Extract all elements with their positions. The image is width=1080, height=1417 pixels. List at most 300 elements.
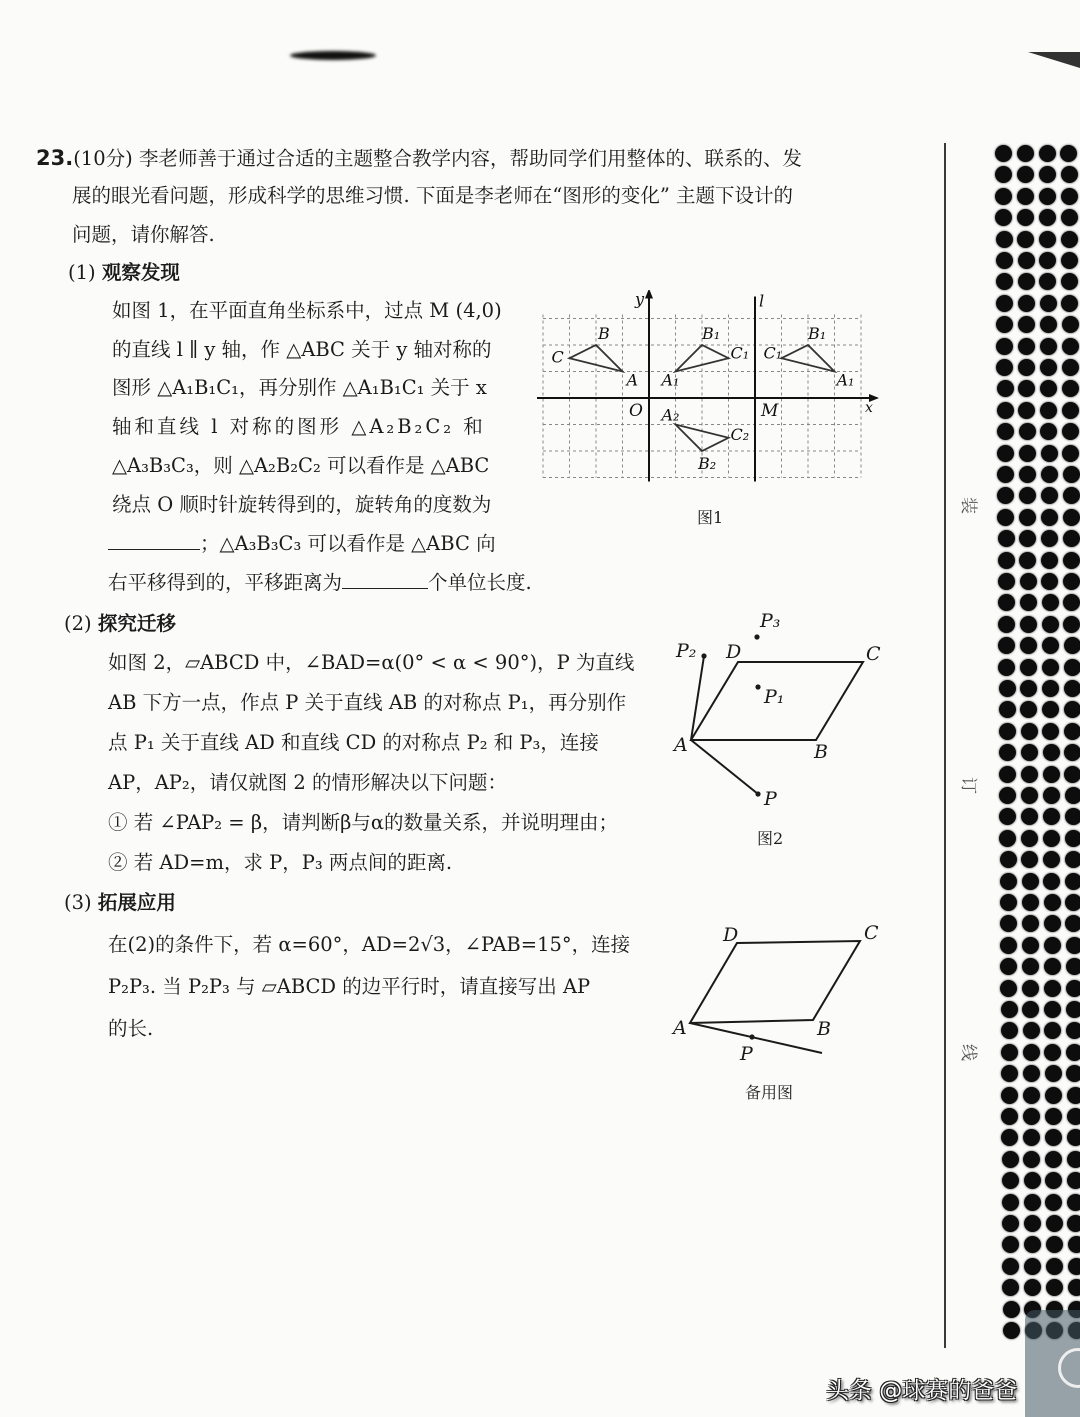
- binding-hole-dot: [1002, 1194, 1019, 1211]
- binding-hole-dot: [1024, 1215, 1041, 1232]
- binding-hole-dot: [1000, 958, 1017, 975]
- binding-hole-dot: [1065, 787, 1080, 804]
- binding-hole-dot: [1021, 766, 1038, 783]
- binding-hole-dot: [1043, 851, 1060, 868]
- binding-hole-dot: [1043, 873, 1060, 890]
- binding-hole-dot: [1062, 402, 1079, 419]
- part2-line: 点 P₁ 关于直线 AD 和直线 CD 的对称点 P₂ 和 P₃，连接: [108, 731, 599, 754]
- part3-heading: [64, 890, 176, 916]
- binding-hole-dot: [998, 552, 1015, 569]
- binding-hole-dot: [1046, 1279, 1063, 1296]
- binding-hole-dot: [1041, 466, 1058, 483]
- margin-label-ding: 订: [961, 773, 978, 793]
- segment-ap: [691, 740, 758, 794]
- intro-text-1: 李老师善于通过合适的主题整合教学内容，帮助同学们用整体的、联系的、发: [138, 147, 802, 170]
- binding-hole-dot: [1046, 1258, 1063, 1275]
- binding-hole-dot: [1039, 209, 1056, 226]
- binding-hole-dot: [998, 616, 1015, 633]
- binding-hole-dot: [1019, 487, 1036, 504]
- binding-hole-dot: [1024, 1279, 1041, 1296]
- binding-hole-dot: [1018, 359, 1035, 376]
- binding-hole-dot: [1068, 1279, 1080, 1296]
- binding-hole-dot: [998, 573, 1015, 590]
- ray-ap: [690, 1023, 822, 1053]
- binding-hole-dot: [1042, 680, 1059, 697]
- part1-line: 绕点 O 顺时针旋转得到的，旋转角的度数为: [112, 493, 492, 516]
- binding-hole-dot: [1044, 1001, 1061, 1018]
- binding-hole-dot: [1063, 616, 1080, 633]
- binding-hole-dot: [1040, 402, 1057, 419]
- part1-title: 观察发现: [101, 261, 180, 284]
- binding-hole-dot: [1067, 1215, 1080, 1232]
- binding-hole-dot: [1061, 209, 1078, 226]
- margin-label-zhuang: 装: [961, 493, 978, 513]
- binding-hole-dot: [1045, 1065, 1062, 1082]
- binding-hole-dot: [1044, 980, 1061, 997]
- binding-hole-dot: [1021, 787, 1038, 804]
- part2-heading: [64, 611, 176, 637]
- binding-hole-dot: [1041, 573, 1058, 590]
- binding-hole-dot: [1045, 1087, 1062, 1104]
- binding-hole-dot: [999, 787, 1016, 804]
- binding-hole-dot: [1024, 1172, 1041, 1189]
- binding-hole-dot: [1022, 1001, 1039, 1018]
- binding-hole-dot: [999, 723, 1016, 740]
- binding-hole-dot: [1022, 915, 1039, 932]
- binding-hole-dot: [1001, 1022, 1018, 1039]
- binding-hole-dot: [1020, 594, 1037, 611]
- binding-hole-dot: [1001, 1129, 1018, 1146]
- binding-hole-dot: [1065, 851, 1080, 868]
- binding-hole-dot: [1042, 701, 1059, 718]
- binding-hole-dot: [996, 252, 1013, 269]
- label-c: C: [864, 922, 879, 944]
- binding-hole-dot: [1020, 659, 1037, 676]
- part1-line-blank-1: [108, 531, 496, 557]
- binding-hole-dot: [1040, 316, 1057, 333]
- binding-hole-dot: [1020, 701, 1037, 718]
- binding-hole-dot: [1019, 423, 1036, 440]
- binding-hole-dot: [1045, 1151, 1062, 1168]
- svg-text:A₂: A₂: [661, 405, 680, 425]
- binding-hole-dot: [1041, 509, 1058, 526]
- binding-hole-dot: [1046, 1215, 1063, 1232]
- binding-hole-dot: [1023, 1129, 1040, 1146]
- part1-line: 轴和直线 l 对称的图形 △A₂B₂C₂ 和: [112, 415, 486, 438]
- binding-hole-dot: [1043, 766, 1060, 783]
- binding-hole-dot: [996, 231, 1013, 248]
- binding-hole-dot: [1061, 252, 1078, 269]
- binding-hole-dot: [1022, 873, 1039, 890]
- binding-hole-dot: [1044, 958, 1061, 975]
- question-intro-line-2: 展的眼光看问题，形成科学的思维习惯. 下面是李老师在“图形的变化” 主题下设计的: [72, 184, 794, 207]
- scan-smudge: [290, 51, 376, 60]
- binding-hole-dot: [1064, 723, 1080, 740]
- part3-title: 拓展应用: [97, 891, 176, 914]
- part1-line: 如图 1，在平面直角坐标系中，过点 M (4,0): [112, 299, 502, 322]
- binding-hole-dot: [999, 766, 1016, 783]
- binding-hole-dot: [996, 295, 1013, 312]
- binding-hole-dot: [1019, 509, 1036, 526]
- part3-line: 的长.: [108, 1017, 154, 1040]
- binding-hole-dot: [1042, 659, 1059, 676]
- part1-text: 右平移得到的，平移距离为: [108, 571, 343, 594]
- binding-hole-dot: [1040, 338, 1057, 355]
- binding-hole-dot: [1064, 637, 1080, 654]
- binding-hole-dot: [1020, 573, 1037, 590]
- label-a: A: [674, 734, 688, 756]
- binding-hole-dot: [1063, 573, 1080, 590]
- svg-text:y: y: [635, 290, 645, 309]
- binding-hole-dot: [1044, 915, 1061, 932]
- binding-hole-dot: [1065, 894, 1080, 911]
- binding-hole-dot: [1067, 1129, 1080, 1146]
- binding-hole-dot: [1063, 466, 1080, 483]
- binding-hole-dot: [1061, 231, 1078, 248]
- label-b: B: [817, 1018, 831, 1040]
- binding-hole-dot: [1061, 188, 1078, 205]
- binding-hole-dot: [1003, 1322, 1020, 1339]
- svg-text:A₁: A₁: [836, 370, 855, 390]
- binding-hole-dot: [1017, 188, 1034, 205]
- parallelogram-abcd: [690, 941, 860, 1023]
- binding-hole-dot: [1043, 830, 1060, 847]
- binding-hole-dot: [1042, 594, 1059, 611]
- binding-hole-dot: [997, 402, 1014, 419]
- svg-text:B₁: B₁: [702, 324, 721, 343]
- question-intro-line-3: 问题，请你解答.: [72, 223, 215, 246]
- figure-2-caption: 图2: [757, 829, 784, 848]
- figure-1-coordinate-plane: [530, 290, 890, 490]
- figure-backup-parallelogram: [660, 915, 900, 1075]
- binding-hole-dot: [1040, 423, 1057, 440]
- answer-blank-translation-distance[interactable]: [342, 570, 428, 589]
- binding-hole-dot: [1045, 1172, 1062, 1189]
- part2-title: 探究迁移: [97, 612, 176, 635]
- binding-hole-dot: [1018, 252, 1035, 269]
- binding-hole-dot: [995, 209, 1012, 226]
- binding-hole-dot: [1000, 851, 1017, 868]
- binding-hole-dot: [1017, 145, 1034, 162]
- binding-hole-dot: [998, 659, 1015, 676]
- svg-text:B: B: [598, 324, 610, 343]
- binding-hole-dot: [998, 637, 1015, 654]
- binding-hole-dot: [999, 808, 1016, 825]
- binding-hole-dot: [1068, 1236, 1080, 1253]
- part2-line: AB 下方一点，作点 P 关于直线 AB 的对称点 P₁，再分别作: [108, 691, 627, 714]
- binding-hole-dot: [1042, 616, 1059, 633]
- binding-hole-dot: [1062, 316, 1079, 333]
- binding-hole-dot: [1064, 766, 1080, 783]
- binding-hole-dot: [1068, 1258, 1080, 1275]
- binding-hole-dot: [1039, 145, 1056, 162]
- binding-hole-dot: [1001, 1001, 1018, 1018]
- binding-hole-dot: [1041, 487, 1058, 504]
- binding-hole-dot: [997, 423, 1014, 440]
- svg-text:B₁: B₁: [808, 324, 827, 343]
- part2-label: (2): [64, 612, 92, 635]
- binding-hole-dot: [1019, 530, 1036, 547]
- binding-hole-dot: [1000, 873, 1017, 890]
- binding-hole-dot: [1002, 1236, 1019, 1253]
- binding-hole-dot: [1024, 1194, 1041, 1211]
- binding-hole-dot: [997, 466, 1014, 483]
- binding-hole-dot: [1045, 1129, 1062, 1146]
- binding-hole-dot: [1066, 958, 1080, 975]
- binding-hole-dot: [1020, 616, 1037, 633]
- binding-hole-dot: [1065, 873, 1080, 890]
- svg-text:C₁: C₁: [730, 343, 750, 363]
- binding-hole-dot: [996, 359, 1013, 376]
- binding-hole-dot: [1022, 894, 1039, 911]
- binding-hole-dot: [1066, 1044, 1080, 1061]
- label-p1: P₁: [764, 686, 785, 708]
- svg-text:C: C: [551, 347, 564, 367]
- binding-hole-dot: [999, 701, 1016, 718]
- binding-hole-dot: [1039, 273, 1056, 290]
- binding-hole-dot: [1039, 188, 1056, 205]
- binding-hole-dot: [1040, 380, 1057, 397]
- binding-hole-dot: [1060, 145, 1077, 162]
- binding-hole-dot: [1022, 958, 1039, 975]
- label-p3: P₃: [760, 610, 781, 632]
- binding-hole-dot: [1066, 980, 1080, 997]
- binding-hole-dot: [999, 680, 1016, 697]
- part1-line-blank-2: [108, 570, 532, 596]
- binding-hole-dot: [1002, 1172, 1019, 1189]
- binding-hole-dot: [1046, 1236, 1063, 1253]
- label-p: P: [764, 788, 777, 810]
- binding-hole-dot: [1041, 552, 1058, 569]
- binding-hole-dot: [1023, 1044, 1040, 1061]
- binding-hole-dot: [997, 509, 1014, 526]
- binding-hole-dot: [998, 530, 1015, 547]
- binding-hole-dot: [1044, 1022, 1061, 1039]
- binding-hole-dot: [1023, 1087, 1040, 1104]
- binding-hole-dot: [1003, 1301, 1020, 1318]
- binding-hole-dot: [1023, 1151, 1040, 1168]
- svg-text:B₂: B₂: [698, 454, 717, 473]
- binding-hole-dot: [1041, 445, 1058, 462]
- binding-hole-dot: [1062, 359, 1079, 376]
- binding-hole-dot: [1041, 530, 1058, 547]
- binding-hole-dot: [1065, 830, 1080, 847]
- binding-hole-dot: [1066, 1022, 1080, 1039]
- binding-hole-dot: [997, 487, 1014, 504]
- binding-hole-dot: [1018, 273, 1035, 290]
- binding-hole-dot: [1042, 723, 1059, 740]
- binding-hole-dot: [1019, 445, 1036, 462]
- binding-hole-dot: [1044, 894, 1061, 911]
- question-number: 23.: [36, 146, 74, 170]
- svg-text:l: l: [759, 291, 765, 311]
- binding-hole-dot: [1067, 1172, 1080, 1189]
- binding-hole-dot: [1019, 552, 1036, 569]
- binding-hole-dot: [1018, 295, 1035, 312]
- binding-hole-dot: [1002, 1151, 1019, 1168]
- binding-hole-dot: [1042, 637, 1059, 654]
- svg-text:M: M: [761, 401, 779, 421]
- figure-1-caption: 图1: [697, 508, 724, 527]
- binding-hole-dot: [1064, 744, 1080, 761]
- label-b: B: [814, 741, 828, 763]
- part3-line: P₂P₃. 当 P₂P₃ 与 ▱ABCD 的边平行时，请直接写出 AP: [108, 975, 591, 998]
- binding-hole-dot: [1043, 787, 1060, 804]
- part1-text: ；△A₃B₃C₃ 可以看作是 △ABC 向: [200, 532, 496, 555]
- binding-hole-dot: [1067, 1087, 1080, 1104]
- binding-hole-dot: [1002, 1215, 1019, 1232]
- label-c: C: [866, 643, 881, 665]
- question-intro-line-1: [36, 145, 802, 172]
- binding-hole-dot: [1002, 1258, 1019, 1275]
- part2-subquestion-2: ② 若 AD=m，求 P，P₃ 两点间的距离.: [108, 851, 453, 874]
- binding-hole-dot: [1063, 552, 1080, 569]
- label-a: A: [673, 1017, 687, 1039]
- binding-hole-dot: [1018, 380, 1035, 397]
- binding-hole-dot: [997, 380, 1014, 397]
- svg-text:A: A: [626, 370, 639, 390]
- binding-hole-dot: [995, 188, 1012, 205]
- binding-hole-dot: [1062, 380, 1079, 397]
- binding-hole-dot: [1000, 915, 1017, 932]
- binding-hole-dot: [1022, 937, 1039, 954]
- binding-hole-dot: [1022, 980, 1039, 997]
- binding-hole-dot: [999, 744, 1016, 761]
- svg-text:A₁: A₁: [661, 370, 680, 390]
- binding-hole-dot: [1001, 1065, 1018, 1082]
- binding-hole-dot: [998, 594, 1015, 611]
- binding-hole-dot: [1001, 1044, 1018, 1061]
- binding-hole-dot: [1017, 209, 1034, 226]
- binding-hole-dot: [1020, 637, 1037, 654]
- binding-hole-dot: [1021, 830, 1038, 847]
- binding-hole-dot: [1019, 466, 1036, 483]
- binding-hole-dot: [1000, 980, 1017, 997]
- binding-hole-dot: [1066, 1065, 1080, 1082]
- binding-hole-dot: [1040, 295, 1057, 312]
- watermark-text: 头条 @球赛的爸爸: [826, 1378, 1018, 1404]
- binding-hole-dot: [1043, 744, 1060, 761]
- binding-hole-dot: [1018, 402, 1035, 419]
- binding-hole-dot: [1002, 1279, 1019, 1296]
- part3-label: (3): [64, 891, 92, 914]
- binding-hole-dot: [1044, 1044, 1061, 1061]
- binding-hole-dot: [1001, 1108, 1018, 1125]
- binding-hole-dot: [1062, 445, 1079, 462]
- binding-hole-dot: [1039, 166, 1056, 183]
- label-p: P: [740, 1043, 753, 1065]
- part1-line: 的直线 l ∥ y 轴，作 △ABC 关于 y 轴对称的: [112, 338, 492, 361]
- binding-hole-dot: [1066, 937, 1080, 954]
- answer-blank-rotation-angle[interactable]: [108, 531, 200, 550]
- part1-line: △A₃B₃C₃，则 △A₂B₂C₂ 可以看作是 △ABC: [112, 454, 490, 477]
- binding-hole-dot: [1062, 423, 1079, 440]
- binding-hole-dot: [1023, 1022, 1040, 1039]
- binding-hole-dot: [1062, 338, 1079, 355]
- scan-corner-shadow: [1028, 52, 1080, 68]
- binding-hole-dot: [1018, 316, 1035, 333]
- binding-hole-dot: [1018, 338, 1035, 355]
- binding-hole-dot: [1063, 487, 1080, 504]
- binding-hole-dot: [1061, 166, 1078, 183]
- part1-line: 图形 △A₁B₁C₁，再分别作 △A₁B₁C₁ 关于 x: [112, 376, 487, 399]
- binding-hole-dot: [1063, 530, 1080, 547]
- binding-hole-dot: [1043, 808, 1060, 825]
- binding-hole-dot: [1039, 231, 1056, 248]
- binding-hole-dot: [1045, 1194, 1062, 1211]
- binding-hole-dot: [996, 273, 1013, 290]
- binding-hole-dot: [1067, 1194, 1080, 1211]
- binding-hole-dot: [1021, 851, 1038, 868]
- binding-hole-dot: [999, 830, 1016, 847]
- binding-hole-dot: [996, 338, 1013, 355]
- binding-hole-dot: [1067, 1108, 1080, 1125]
- binding-hole-dot: [1061, 295, 1078, 312]
- part1-label: (1): [68, 261, 96, 284]
- part1-heading: [68, 260, 180, 286]
- binding-hole-dot: [1067, 1151, 1080, 1168]
- figure-backup-caption: 备用图: [745, 1083, 794, 1102]
- binding-hole-dot: [1001, 1087, 1018, 1104]
- binding-margin-line: [944, 143, 946, 1348]
- binding-hole-dot: [995, 145, 1012, 162]
- binding-hole-dot: [1061, 273, 1078, 290]
- binding-hole-dot: [997, 445, 1014, 462]
- binding-hole-dot: [1024, 1236, 1041, 1253]
- label-d: D: [723, 924, 739, 946]
- svg-text:C₁: C₁: [763, 343, 783, 363]
- binding-hole-dot: [1021, 723, 1038, 740]
- question-score: (10分): [73, 147, 133, 170]
- label-p2: P₂: [676, 640, 697, 662]
- binding-hole-dot: [1044, 937, 1061, 954]
- svg-text:x: x: [865, 400, 873, 416]
- binding-hole-dot: [1020, 680, 1037, 697]
- binding-hole-dot: [1063, 594, 1080, 611]
- part2-line: 如图 2，▱ABCD 中，∠BAD=α(0° < α < 90°)，P 为直线: [108, 651, 635, 674]
- part2-subquestion-1: ① 若 ∠PAP₂ = β，请判断β与α的数量关系，并说明理由；: [108, 811, 619, 834]
- binding-hole-dot: [1021, 744, 1038, 761]
- figure-2-parallelogram: [660, 605, 900, 815]
- binding-hole-dot: [1000, 937, 1017, 954]
- part3-line: 在(2)的条件下，若 α=60°，AD=2√3，∠PAB=15°，连接: [108, 933, 631, 956]
- binding-hole-dot: [1065, 808, 1080, 825]
- label-d: D: [726, 641, 742, 663]
- part2-line: AP，AP₂，请仅就图 2 的情形解决以下问题：: [108, 771, 508, 794]
- binding-hole-dot: [1000, 894, 1017, 911]
- binding-hole-dot: [1023, 1065, 1040, 1082]
- binding-hole-dot: [1017, 231, 1034, 248]
- binding-hole-dot: [1063, 509, 1080, 526]
- binding-hole-dot: [1039, 252, 1056, 269]
- svg-text:O: O: [629, 401, 643, 421]
- binding-hole-dot: [1040, 359, 1057, 376]
- binding-hole-dot: [1065, 915, 1080, 932]
- binding-hole-dot: [1021, 808, 1038, 825]
- part1-text: 个单位长度.: [428, 571, 532, 594]
- binding-hole-dot: [1024, 1258, 1041, 1275]
- binding-hole-dot: [1064, 680, 1080, 697]
- svg-text:C₂: C₂: [730, 424, 750, 444]
- binding-hole-dot: [1064, 659, 1080, 676]
- binding-hole-dot: [1017, 166, 1034, 183]
- margin-label-xian: 线: [961, 1040, 978, 1060]
- binding-hole-dot: [1066, 1001, 1080, 1018]
- binding-hole-dot: [1023, 1108, 1040, 1125]
- binding-hole-dot: [996, 316, 1013, 333]
- binding-hole-dot: [995, 166, 1012, 183]
- binding-hole-dot: [1064, 701, 1080, 718]
